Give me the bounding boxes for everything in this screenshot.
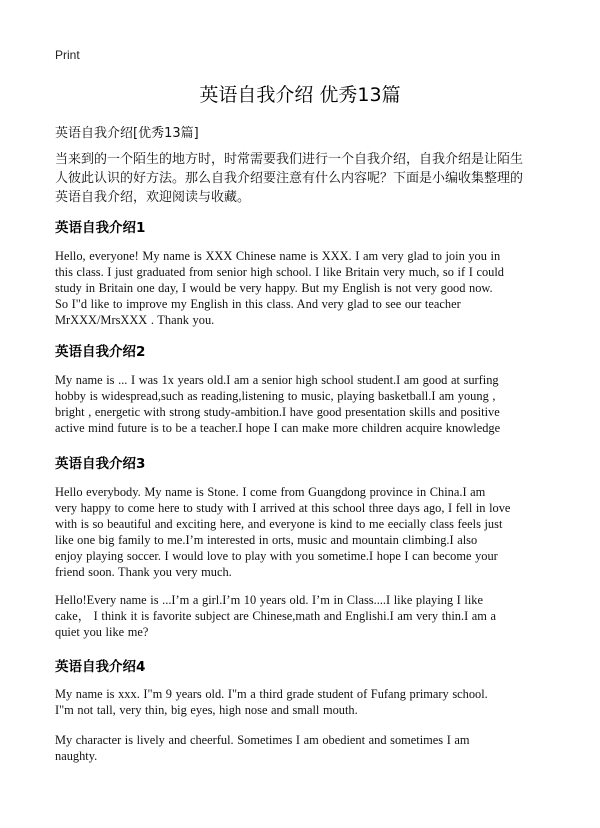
text-line: this class. I just graduated from senior high school. I like Britain very much, so if I could bbox=[55, 265, 504, 279]
section-3-paragraph-2 bbox=[55, 592, 545, 640]
text-line: hobby is widespread,such as reading,listening to music, playing basketball.I am young , bbox=[55, 389, 496, 403]
section-heading-3: 英语自我介绍3 bbox=[55, 456, 146, 472]
text-line: Hello!Every name is ...I’m a girl.I’m 10 years old. I’m in Class....I like playing I like bbox=[55, 593, 483, 607]
section-3-paragraph-1 bbox=[55, 484, 545, 580]
intro-line: 人彼此认识的好方法。那么自我介绍要注意有什么内容呢？下面是小编收集整理的 bbox=[55, 171, 524, 186]
text-line: study in Britain one day, I would be very happy. But my English is not very good now. bbox=[55, 281, 493, 295]
text-line: naughty. bbox=[55, 749, 98, 763]
intro-line: 当来到的一个陌生的地方时，时常需要我们进行一个自我介绍，自我介绍是让陌生 bbox=[55, 152, 524, 167]
document-subtitle: 英语自我介绍[优秀13篇] bbox=[55, 126, 199, 141]
text-line: Hello, everyone! My name is XXX Chinese name is XXX. I am very glad to join you in bbox=[55, 249, 501, 263]
text-line: active mind future is to be a teacher.I hope I can make more children acquire knowledge bbox=[55, 421, 501, 435]
text-line: I"m not tall, very thin, big eyes, high nose and small mouth. bbox=[55, 703, 358, 717]
text-line: with is so beautiful and exciting here, and everyone is kind to me eecially class feels just bbox=[55, 517, 503, 531]
text-line: like one big family to me.I’m interested in orts, music and mountain climbing.I also bbox=[55, 533, 478, 547]
text-line: Hello everybody. My name is Stone. I come from Guangdong province in China.I am bbox=[55, 485, 486, 499]
section-heading-1: 英语自我介绍1 bbox=[55, 220, 146, 236]
text-line: enjoy playing soccer. I would love to play with you sometime.I hope I can become your bbox=[55, 549, 498, 563]
text-line: So I"d like to improve my English in this class. And very glad to see our teacher bbox=[55, 297, 461, 311]
intro-line: 英语自我介绍，欢迎阅读与收藏。 bbox=[55, 190, 251, 205]
text-line: My name is ... I was 1x years old.I am a senior high school student.I am good at surfing bbox=[55, 373, 499, 387]
text-line: My name is xxx. I"m 9 years old. I"m a third grade student of Fufang primary school. bbox=[55, 687, 488, 701]
text-line: My character is lively and cheerful. Sometimes I am obedient and sometimes I am bbox=[55, 733, 470, 747]
text-line: quiet you like me? bbox=[55, 625, 149, 639]
text-line: very happy to come here to study with I arrived at this school three days ago, I fell in love bbox=[55, 501, 511, 515]
section-4-paragraph-2 bbox=[55, 732, 545, 764]
text-line: friend soon. Thank you very much. bbox=[55, 565, 232, 579]
section-2-paragraph-1 bbox=[55, 372, 545, 436]
section-4-paragraph-1 bbox=[55, 686, 545, 718]
text-line: cake， I think it is favorite subject are Chinese,math and Englishi.I am very thin.I am a bbox=[55, 609, 497, 623]
intro-paragraph bbox=[55, 150, 555, 207]
section-heading-4: 英语自我介绍4 bbox=[55, 659, 146, 675]
section-1-paragraph-1 bbox=[55, 248, 545, 328]
section-heading-2: 英语自我介绍2 bbox=[55, 344, 146, 360]
text-line: bright , energetic with strong study-ambition.I have good presentation skills and positive bbox=[55, 405, 500, 419]
text-line: MrXXX/MrsXXX . Thank you. bbox=[55, 313, 215, 327]
print-link[interactable]: Print bbox=[55, 48, 80, 62]
page-title: 英语自我介绍 优秀13篇 bbox=[199, 84, 401, 106]
